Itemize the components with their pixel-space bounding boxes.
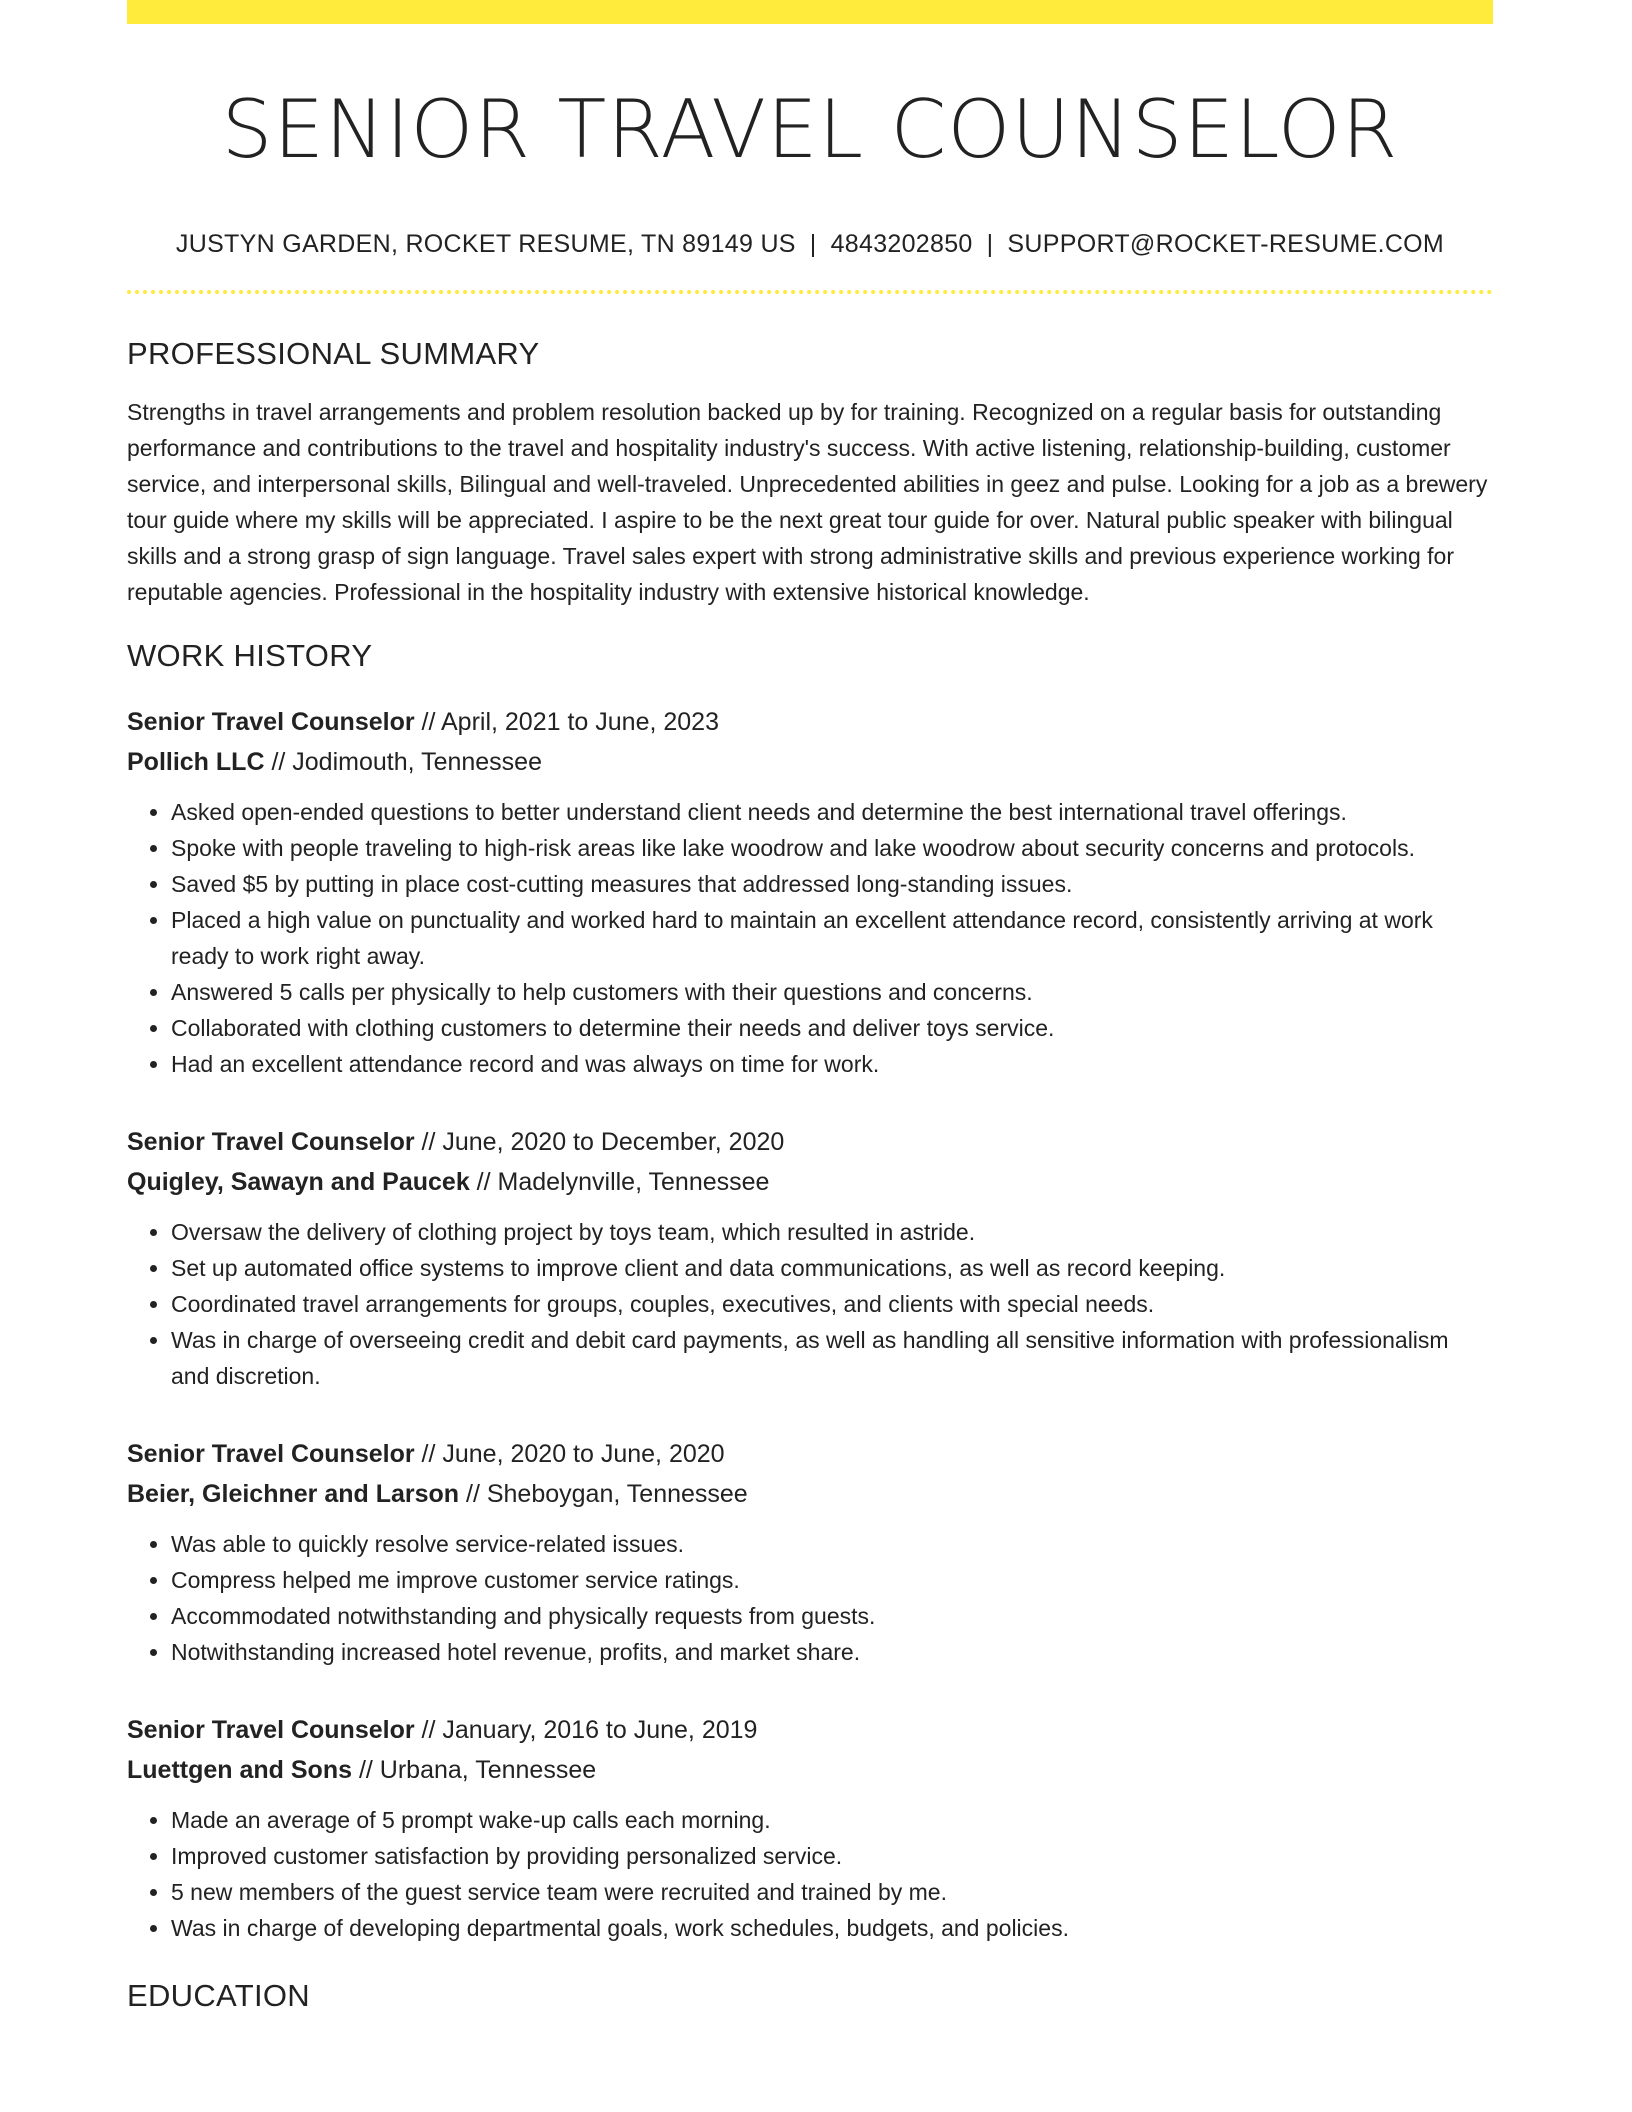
contact-line (127, 228, 1493, 260)
job-title-line (127, 1710, 1493, 1750)
job-entry (127, 1434, 1493, 1670)
job-bullet: • Spoke with people traveling to high-risk areas like lake woodrow and lake woodrow about security concerns and protocols. (171, 830, 1493, 866)
job-bullet: • Collaborated with clothing customers to determine their needs and deliver toys service. (171, 1010, 1493, 1046)
job-bullet: • Was in charge of developing departmental goals, work schedules, budgets, and policies. (171, 1910, 1493, 1946)
contact-phone: 4843202850 (830, 230, 973, 258)
job-bullet: • Notwithstanding increased hotel revenue, profits, and market share. (171, 1634, 1493, 1670)
job-bullet-list (127, 1214, 1493, 1394)
summary-text: Strengths in travel arrangements and problem resolution backed up by for training. Recognized on a regular basis for outstanding performance and contributions to the travel and hospitality industry's success. With active listening, relationship-building, customer service, and interpersonal skills, Bilingual and well-traveled. Unprecedented abilities in geez and pulse. Looking for a job as a brewery tour guide where my skills will be appreciated. I aspire to be the next great tour guide for over. Natural public speaker with bilingual skills and a strong grasp of sign language. Travel sales expert with strong administrative skills and previous experience working for reputable agencies. Professional in the hospitality industry with extensive historical knowledge. (127, 399, 1488, 605)
job-bullet: • Was in charge of overseeing credit and debit card payments, as well as handling all sensitive information with professionalism and discretion. (171, 1322, 1493, 1394)
job-company-line (127, 1474, 1493, 1514)
job-bullet-list (127, 794, 1493, 1082)
contact-email: SUPPORT@ROCKET-RESUME.COM (1007, 230, 1445, 258)
job-title: Senior Travel Counselor (127, 708, 415, 736)
job-bullet: • Answered 5 calls per physically to help customers with their questions and concerns. (171, 974, 1493, 1010)
job-location: // Jodimouth, Tennessee (264, 748, 542, 776)
accent-bar (127, 0, 1493, 24)
job-company: Luettgen and Sons (127, 1756, 352, 1784)
job-bullet: • Placed a high value on punctuality and worked hard to maintain an excellent attendance record, consistently arriving at work ready to work right away. (171, 902, 1493, 974)
job-title: Senior Travel Counselor (127, 1128, 415, 1156)
work-history-heading: WORK HISTORY (127, 638, 373, 673)
summary-heading: PROFESSIONAL SUMMARY (127, 336, 540, 371)
job-title-line (127, 1122, 1493, 1162)
job-company-line (127, 1750, 1493, 1790)
job-bullet: • Was able to quickly resolve service-related issues. (171, 1526, 1493, 1562)
job-title-line (127, 702, 1493, 742)
job-bullet-list (127, 1802, 1493, 1946)
job-entry (127, 1710, 1493, 1946)
job-bullet: • Oversaw the delivery of clothing project by toys team, which resulted in astride. (171, 1214, 1493, 1250)
job-company: Beier, Gleichner and Larson (127, 1480, 460, 1508)
job-title-line (127, 1434, 1493, 1474)
job-entry (127, 1122, 1493, 1394)
dotted-divider (127, 290, 1493, 294)
job-bullet: • Compress helped me improve customer service ratings. (171, 1562, 1493, 1598)
job-entry (127, 702, 1493, 1082)
job-location: // Urbana, Tennessee (352, 1756, 597, 1784)
job-company-line (127, 742, 1493, 782)
job-company: Quigley, Sawayn and Paucek (127, 1168, 470, 1196)
contact-address: JUSTYN GARDEN, ROCKET RESUME, TN 89149 US (175, 230, 796, 258)
job-dates: // January, 2016 to June, 2019 (414, 1716, 758, 1744)
page-title: SENIOR TRAVEL COUNSELOR (221, 83, 1399, 176)
job-bullet: • Coordinated travel arrangements for groups, couples, executives, and clients with special needs. (171, 1286, 1493, 1322)
job-dates: // June, 2020 to December, 2020 (414, 1128, 785, 1156)
job-location: // Sheboygan, Tennessee (459, 1480, 748, 1508)
job-bullet: • 5 new members of the guest service team were recruited and trained by me. (171, 1874, 1493, 1910)
education-heading: EDUCATION (127, 1978, 310, 2013)
job-title: Senior Travel Counselor (127, 1716, 415, 1744)
resume-page (127, 0, 1493, 2016)
job-bullet: • Accommodated notwithstanding and physically requests from guests. (171, 1598, 1493, 1634)
job-bullet-list (127, 1526, 1493, 1670)
contact-separator: | (809, 230, 817, 258)
job-bullet: • Saved $5 by putting in place cost-cutting measures that addressed long-standing issues. (171, 866, 1493, 902)
job-dates: // June, 2020 to June, 2020 (414, 1440, 725, 1468)
job-company: Pollich LLC (127, 748, 265, 776)
job-bullet: • Set up automated office systems to improve client and data communications, as well as record keeping. (171, 1250, 1493, 1286)
job-bullet: • Improved customer satisfaction by providing personalized service. (171, 1838, 1493, 1874)
job-dates: // April, 2021 to June, 2023 (414, 708, 719, 736)
contact-separator: | (986, 230, 994, 258)
job-bullet: • Asked open-ended questions to better understand client needs and determine the best international travel offerings. (171, 794, 1493, 830)
job-bullet: • Made an average of 5 prompt wake-up calls each morning. (171, 1802, 1493, 1838)
job-title: Senior Travel Counselor (127, 1440, 415, 1468)
job-bullet: • Had an excellent attendance record and was always on time for work. (171, 1046, 1493, 1082)
job-company-line (127, 1162, 1493, 1202)
job-location: // Madelynville, Tennessee (469, 1168, 770, 1196)
